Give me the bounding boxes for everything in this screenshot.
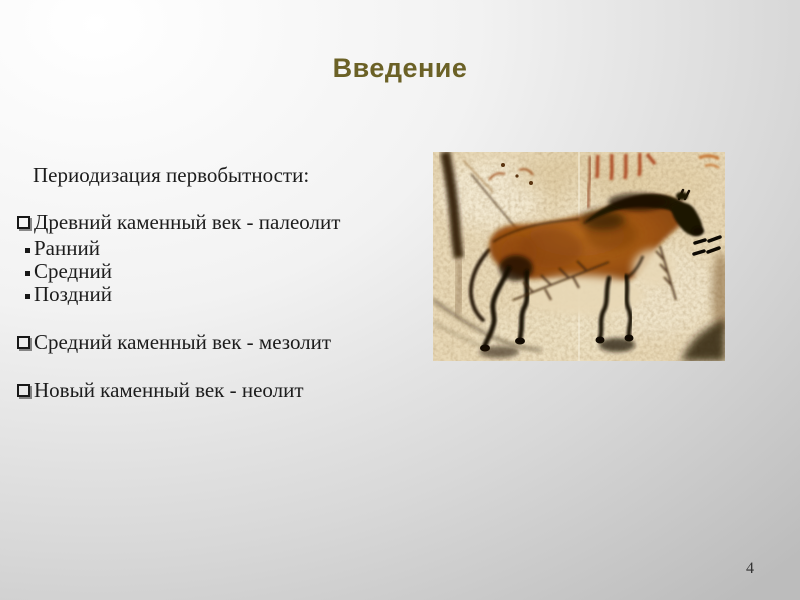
- small-square-bullet-icon: [25, 248, 30, 253]
- intro-text: Периодизация первобытности:: [33, 163, 310, 187]
- square-bullet-icon: [17, 384, 30, 397]
- cave-painting-image: [433, 152, 725, 361]
- square-bullet-icon: [17, 216, 30, 229]
- bullet-list: [16, 164, 426, 402]
- list-item-label: Поздний: [34, 282, 112, 306]
- list-item-label: Новый каменный век - неолит: [34, 378, 304, 402]
- slide-title: Введение: [332, 53, 468, 83]
- list-item: [16, 283, 426, 306]
- small-square-bullet-icon: [25, 294, 30, 299]
- list-item: [16, 260, 426, 283]
- list-item: [16, 211, 426, 234]
- cave-painting-horse-svg: [433, 152, 725, 361]
- list-item: [16, 237, 426, 260]
- list-item: [16, 331, 426, 354]
- list-item-label: Древний каменный век - палеолит: [34, 210, 341, 234]
- list-item-label: Средний каменный век - мезолит: [34, 330, 332, 354]
- small-square-bullet-icon: [25, 271, 30, 276]
- list-item-label: Ранний: [34, 236, 100, 260]
- list-item: [16, 379, 426, 402]
- page-number: 4: [746, 560, 754, 577]
- square-bullet-icon: [17, 336, 30, 349]
- list-item-label: Средний: [34, 259, 112, 283]
